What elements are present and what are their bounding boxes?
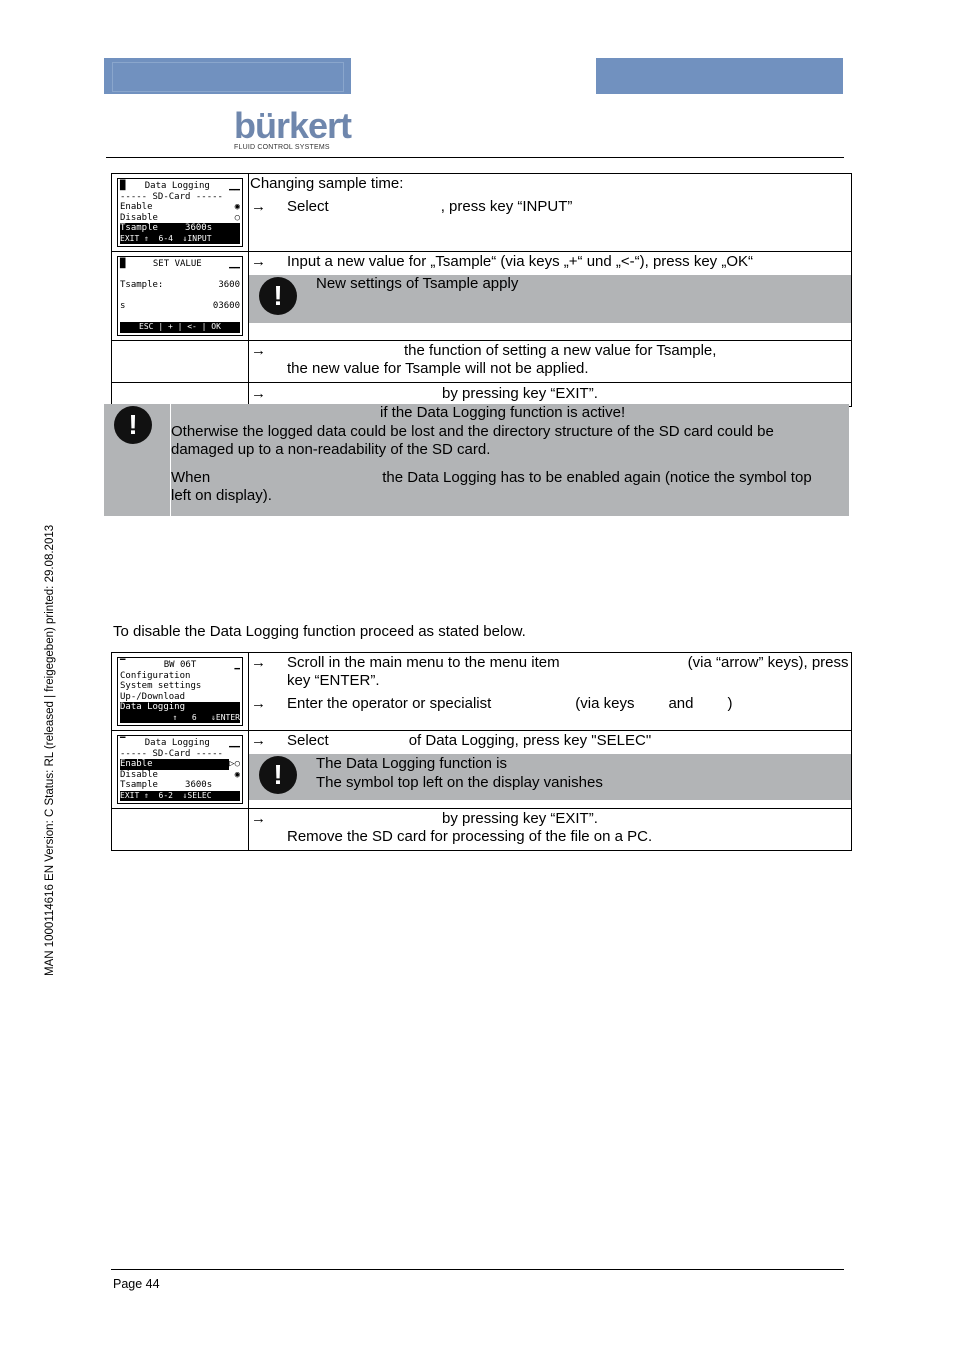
brand-wordmark: bürkert: [234, 105, 352, 146]
step: → Select of Data Logging, press key "SELEC": [251, 732, 652, 749]
instruction-cell: [249, 340, 852, 382]
header-bar-inner: [112, 62, 344, 92]
step: → Input a new value for „Tsample“ (via keys „+“ und „<-“), press key „OK“: [251, 253, 753, 270]
exclamation-icon: !: [114, 406, 152, 444]
header-rule: [106, 157, 844, 158]
step: → by pressing key “EXIT”.: [251, 384, 598, 402]
sample-time-table: [111, 173, 852, 407]
instruction-cell: [249, 174, 852, 252]
step: → Enter the operator or specialist (via keys and ): [251, 695, 733, 712]
warning-box: [104, 404, 849, 516]
warning-line2: Otherwise the logged data could be lost and the directory structure of the SD card could be damaged up to a non-readability of the SD card.: [171, 422, 774, 458]
warning-line3: When the Data Logging has to be enabled again (notice the symbol top left on display).: [171, 468, 812, 504]
lcd-cell: [112, 731, 249, 809]
step: → Scroll in the main menu to the menu item (via “arrow” keys), press key “ENTER”.: [251, 654, 849, 689]
lcd-set-value: █ SET VALUE ▁▁ Tsample: 3600 s 03600 ESC | + | <- | OK: [117, 256, 243, 336]
exclamation-icon: !: [259, 756, 297, 794]
instruction-cell: [249, 382, 852, 406]
disable-intro: To disable the Data Logging function proceed as stated below.: [113, 623, 526, 640]
step: → by pressing key “EXIT”. Remove the SD card for processing of the file on a PC.: [251, 810, 653, 845]
step: → the function of setting a new value for Tsample, the new value for Tsample will not be applied.: [251, 341, 717, 377]
document-meta-sidebar: MAN 1000114616 EN Version: C Status: RL (released | freigegeben) printed: 29.08.2013: [44, 524, 56, 976]
instruction-cell: [249, 653, 852, 731]
instruction-cell: [249, 809, 852, 851]
header-bar-right: [596, 58, 843, 94]
page-number: Page 44: [113, 1277, 160, 1291]
lcd-cell: [112, 252, 249, 341]
note-box: ! New settings of Tsample apply: [249, 275, 851, 323]
footer-rule: [111, 1269, 844, 1270]
lcd-main-menu: ▔ BW 06T ▁ Configuration System settings Up-/Download Data Logging ⇑ 6 ⇓ENTER: [117, 657, 243, 726]
disable-table: [111, 652, 852, 851]
instruction-cell: [249, 731, 852, 809]
step: → Select , press key “INPUT”: [251, 198, 573, 215]
brand-logo: [234, 105, 352, 151]
lcd-data-logging: ▔ Data Logging ▁▁ ----- SD-Card ----- Enable ▷○ Disable ◉ Tsample 3600s EXIT ⇑ 6-2 ⇓SELEC: [117, 735, 243, 804]
brand-tagline: FLUID CONTROL SYSTEMS: [234, 144, 330, 151]
instruction-cell: [249, 252, 852, 341]
note-box: ! The Data Logging function is The symbol top left on the display vanishes: [249, 754, 851, 800]
lcd-cell: [112, 174, 249, 252]
exclamation-icon: !: [259, 277, 297, 315]
warning-line1: if the Data Logging function is active!: [380, 404, 626, 421]
intro-text: Changing sample time:: [250, 175, 404, 192]
lcd-data-logging: █ Data Logging ▁▁ ----- SD-Card ----- Enable ◉ Disable ○ Tsample 3600s EXIT ⇑ 6-4 ⇓INPUT: [117, 178, 243, 247]
lcd-cell: [112, 653, 249, 731]
